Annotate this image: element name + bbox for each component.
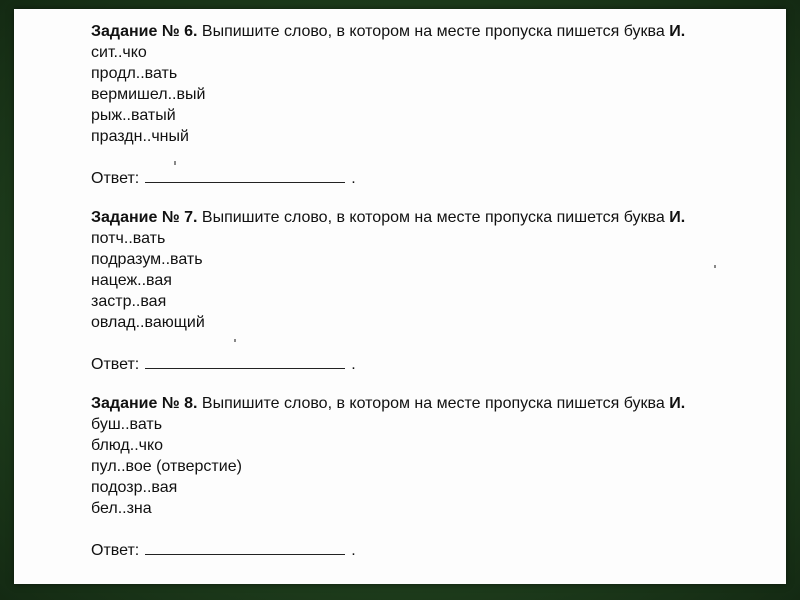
- word-option: сит..чко: [91, 44, 147, 61]
- word-option: нацеж..вая: [91, 272, 172, 289]
- task-letter: И.: [669, 23, 686, 40]
- task-letter: И.: [669, 209, 686, 226]
- task-title: [91, 21, 771, 42]
- scan-speck: [714, 265, 716, 268]
- task-title: [91, 393, 771, 414]
- word-option: потч..вать: [91, 230, 166, 247]
- answer-label: Ответ:: [91, 356, 140, 373]
- task-8: [91, 393, 771, 561]
- task-number: Задание № 6.: [91, 23, 198, 40]
- task-6: [91, 21, 771, 189]
- answer-blank[interactable]: [145, 167, 345, 183]
- word-option: застр..вая: [91, 293, 167, 310]
- task-instruction: Выпишите слово, в котором на месте пропуска пишется буква: [201, 395, 665, 412]
- task-number: Задание № 7.: [91, 209, 198, 226]
- word-option: подразум..вать: [91, 251, 203, 268]
- task-letter: И.: [669, 395, 686, 412]
- scan-speck: [174, 161, 176, 165]
- word-option: праздн..чный: [91, 128, 189, 145]
- answer-label: Ответ:: [91, 542, 140, 559]
- scan-speck: [234, 339, 236, 342]
- word-option: блюд..чко: [91, 437, 164, 454]
- word-option: пул..вое (отверстие): [91, 458, 242, 475]
- answer-blank[interactable]: [145, 353, 345, 369]
- word-option: овлад..вающий: [91, 314, 205, 331]
- worksheet-page: [14, 9, 786, 584]
- task-instruction: Выпишите слово, в котором на месте пропуска пишется буква: [201, 23, 665, 40]
- answer-blank[interactable]: [145, 539, 345, 555]
- task-title: [91, 207, 771, 228]
- task-number: Задание № 8.: [91, 395, 198, 412]
- word-option: рыж..ватый: [91, 107, 176, 124]
- answer-period: .: [351, 170, 356, 187]
- task-7: [91, 207, 771, 375]
- answer-row: [91, 539, 771, 561]
- word-option: бел..зна: [91, 500, 152, 517]
- answer-period: .: [351, 542, 356, 559]
- answer-row: [91, 353, 771, 375]
- word-option: продл..вать: [91, 65, 178, 82]
- word-option: вермишел..вый: [91, 86, 206, 103]
- word-option: подозр..вая: [91, 479, 178, 496]
- answer-period: .: [351, 356, 356, 373]
- answer-label: Ответ:: [91, 170, 140, 187]
- word-option: буш..вать: [91, 416, 163, 433]
- task-instruction: Выпишите слово, в котором на месте пропуска пишется буква: [201, 209, 665, 226]
- answer-row: [91, 167, 771, 189]
